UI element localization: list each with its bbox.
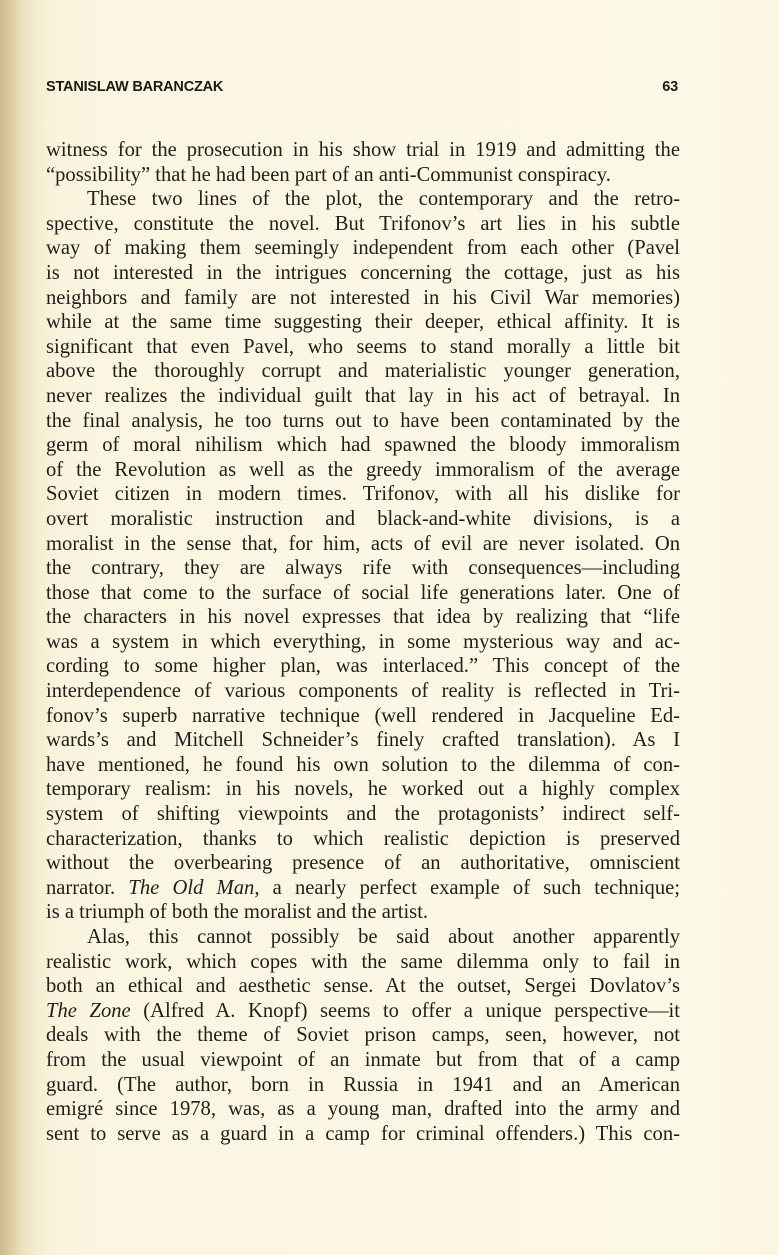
text-line: significant that even Pavel, who seems to stand morally a little bit [46,335,680,358]
page-number: 63 [662,79,678,95]
text-line: overt moralistic instruction and black-and-white divisions, is a [46,507,680,530]
text-line: cording to some higher plan, was interlaced.” This concept of the [46,655,680,678]
text-line: realistic work, which copes with the same dilemma only to fail in [46,950,680,973]
text-line: of the Revolution as well as the greedy immoralism of the average [46,458,680,481]
text-line: These two lines of the plot, the contemporary and the retro- [87,188,680,211]
text-line: spective, constitute the novel. But Trifonov’s art lies in his subtle [46,212,680,235]
text-line: The Zone (Alfred A. Knopf) seems to offer a unique perspective—it [46,999,680,1022]
text-line: guard. (The author, born in Russia in 1941 and an American [46,1073,680,1096]
book-title-the-old-man: The Old Man [128,876,255,899]
text-line: above the thoroughly corrupt and materialistic younger generation, [46,360,680,383]
text-line: characterization, thanks to which realistic depiction is preserved [46,827,680,850]
text-line: “possibility” that he had been part of an anti-Communist conspiracy. [46,163,611,186]
text-line: both an ethical and aesthetic sense. At the outset, Sergei Dovlatov’s [46,975,680,998]
text-line: system of shifting viewpoints and the protagonists’ indirect self- [46,803,680,826]
text-line: neighbors and family are not interested in his Civil War memories) [46,286,680,309]
running-title: STANISLAW BARANCZAK [46,79,224,95]
text-line: is a triumph of both the moralist and the artist. [46,901,429,924]
text-line: without the overbearing presence of an authoritative, omniscient [46,852,680,875]
text-line: those that come to the surface of social life generations later. One of [46,581,680,604]
running-head [46,79,678,99]
text-line: the characters in his novel expresses that idea by realizing that “life [46,606,680,629]
text-line: fonov’s superb narrative technique (well rendered in Jacqueline Ed- [46,704,680,727]
text-line: Soviet citizen in modern times. Trifonov, with all his dislike for [46,483,680,506]
book-title-the-zone: The Zone [46,999,131,1022]
text-line: temporary realism: in his novels, he worked out a highly complex [46,778,680,801]
text-line: never realizes the individual guilt that lay in his act of betrayal. In [46,384,680,407]
text-line: was a system in which everything, in some mysterious way and ac- [46,630,680,653]
text-line: interdependence of various components of reality is reflected in Tri- [46,680,680,703]
text-line: wards’s and Mitchell Schneider’s finely crafted translation). As I [46,729,680,752]
text-line: deals with the theme of Soviet prison camps, seen, however, not [46,1024,680,1047]
text-line: narrator. The Old Man, a nearly perfect example of such technique; [46,876,680,899]
text-line: moralist in the sense that, for him, acts of evil are never isolated. On [46,532,680,555]
text-line: sent to serve as a guard in a camp for criminal offenders.) This con- [46,1122,680,1145]
text-line: the final analysis, he too turns out to have been contaminated by the [46,409,680,432]
text-line: Alas, this cannot possibly be said about another apparently [87,926,680,948]
body-text [46,138,680,1146]
text-line: is not interested in the intrigues concerning the cottage, just as his [46,261,680,284]
text-line: witness for the prosecution in his show trial in 1919 and admitting the [46,139,680,161]
text-line: while at the same time suggesting their deeper, ethical affinity. It is [46,311,680,334]
text-line: germ of moral nihilism which had spawned the bloody immoralism [46,434,680,457]
text-line: emigré since 1978, was, as a young man, drafted into the army and [46,1098,680,1121]
text-line: from the usual viewpoint of an inmate but from that of a camp [46,1048,680,1071]
text-line: way of making them seemingly independent from each other (Pavel [46,237,680,260]
text-line: the contrary, they are always rife with consequences—including [46,557,680,580]
text-line: have mentioned, he found his own solution to the dilemma of con- [46,753,680,776]
